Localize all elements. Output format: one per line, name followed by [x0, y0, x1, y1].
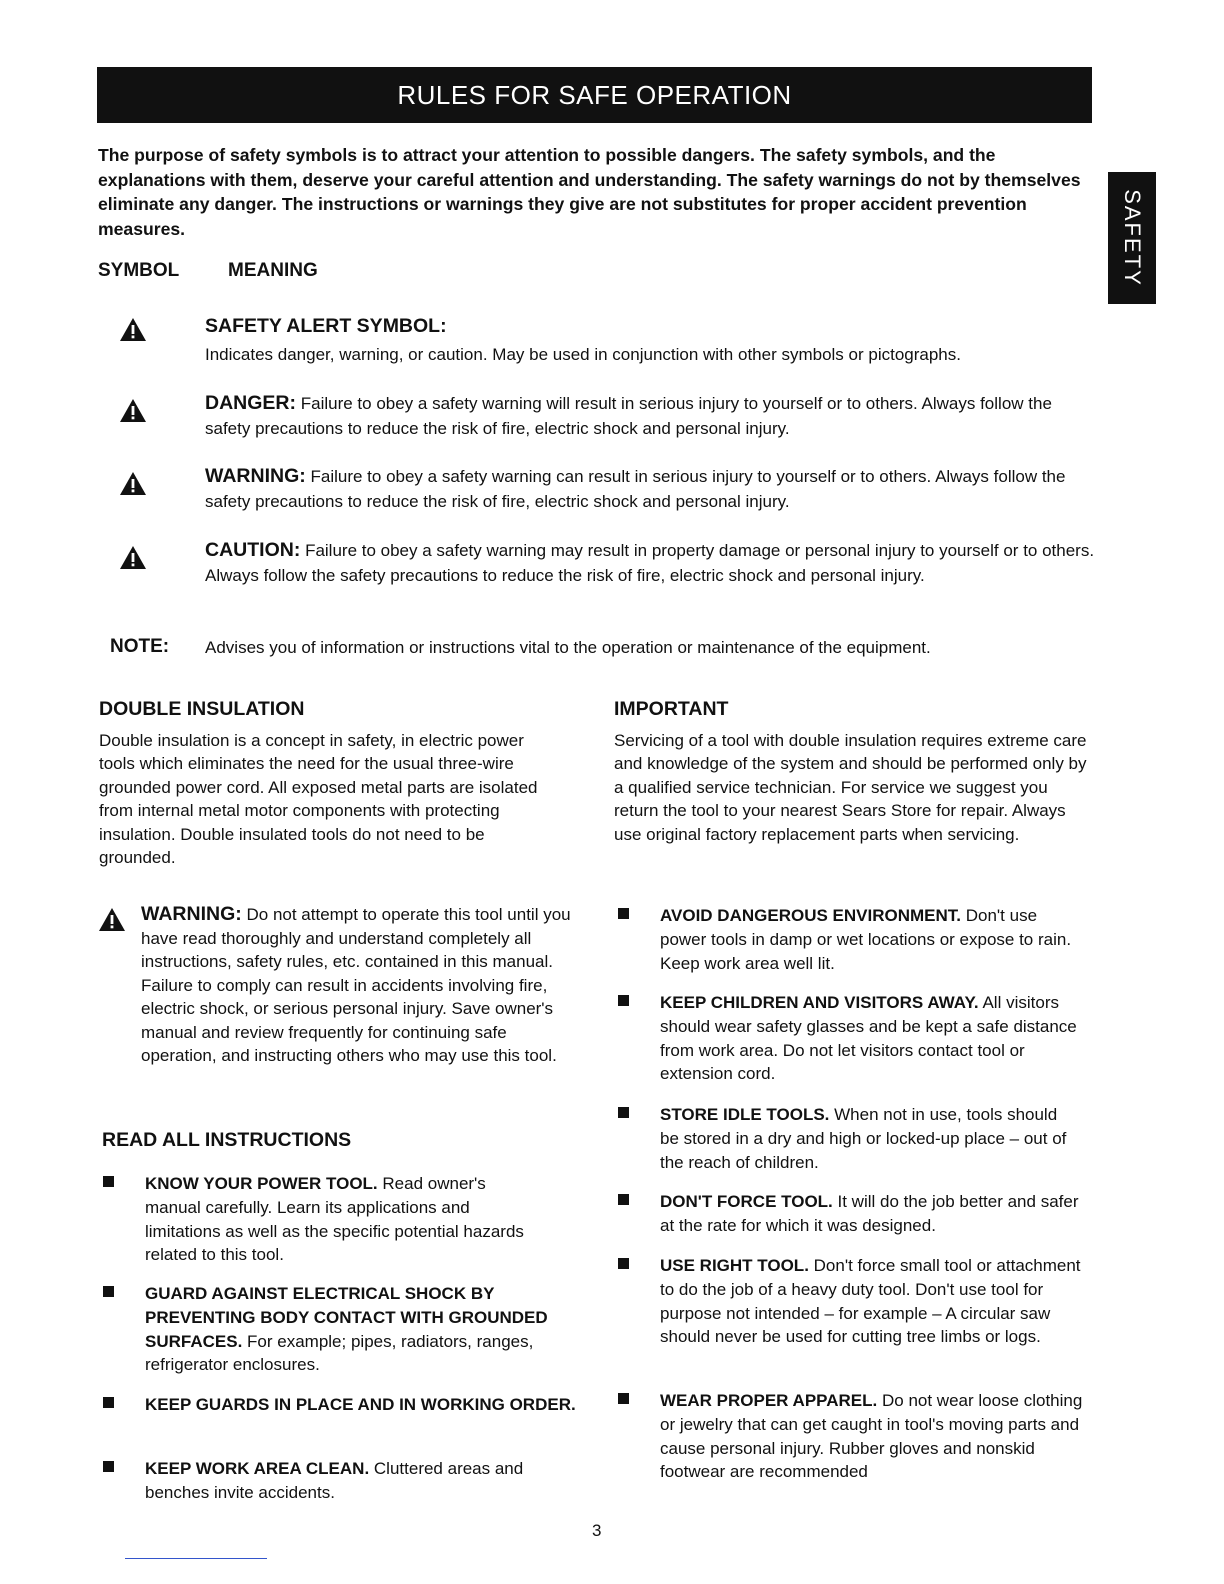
safety-alert-entry: [205, 314, 1105, 367]
item-text: Don't force small tool or attachment to do the job of a heavy duty tool. Don't use tool for purpose not intended – for example – A circular saw should never be used for cutting tree limbs or logs.: [660, 1256, 1081, 1347]
warning-triangle-icon: [99, 908, 125, 931]
caution-entry: [205, 538, 1095, 588]
safety-alert-text: Indicates danger, warning, or caution. May be used in conjunction with other symbols or pictographs.: [205, 344, 961, 364]
item-title: KEEP WORK AREA CLEAN.: [145, 1459, 370, 1478]
item-text: Don't use power tools in damp or wet locations or expose to rain. Keep work area well lit.: [660, 906, 1072, 973]
warning-label: WARNING:: [205, 465, 306, 487]
footer-rule: [125, 1558, 267, 1559]
bullet-square-icon: [618, 1258, 629, 1269]
page-title-banner: [97, 67, 1092, 123]
bullet-square-icon: [618, 1107, 629, 1118]
bullet-square-icon: [103, 1176, 114, 1187]
item-title: KEEP CHILDREN AND VISITORS AWAY.: [660, 993, 979, 1012]
item-title: KEEP GUARDS IN PLACE AND IN WORKING ORDER.: [145, 1395, 576, 1414]
warning-text: Failure to obey a safety warning can result in serious injury to yourself or to others. Always follow the safety precautions to reduce the risk of fire, electric shock and personal injury.: [205, 467, 1066, 511]
section-tab-label: SAFETY: [1120, 189, 1146, 287]
caution-text: Failure to obey a safety warning may result in property damage or personal injury to yourself or to others. Always follow the safety precautions to reduce the risk of fire, electric shock and personal injury.: [205, 541, 1095, 585]
danger-label: DANGER:: [205, 392, 296, 414]
bullet-square-icon: [103, 1397, 114, 1408]
double-insulation-text: Double insulation is a concept in safety, in electric power tools which eliminates the need for the usual three-wire grounded power cord. All exposed metal parts are isolated from internal metal motor components with protecting insulation. Double insulated tools do not need to be grounded.: [99, 731, 538, 868]
safety-alert-title: SAFETY ALERT SYMBOL:: [205, 315, 447, 337]
warning-triangle-icon: [120, 546, 146, 569]
symbol-column-heading: SYMBOL: [98, 260, 180, 281]
warning-entry: [205, 464, 1075, 514]
item-text: When not in use, tools should be stored in a dry and high or locked-up place – out of the reach of children.: [660, 1105, 1067, 1172]
danger-entry: [205, 391, 1075, 441]
bullet-square-icon: [103, 1461, 114, 1472]
manual-warning-label: WARNING:: [141, 903, 242, 925]
bullet-square-icon: [618, 1194, 629, 1205]
item-text: Read owner's manual carefully. Learn its applications and limitations as well as the specific potential hazards related to this tool.: [145, 1174, 524, 1265]
bullet-square-icon: [618, 1393, 629, 1404]
bullet-square-icon: [103, 1286, 114, 1297]
section-tab: [1108, 172, 1156, 304]
double-insulation-heading: DOUBLE INSULATION: [99, 698, 305, 720]
caution-label: CAUTION:: [205, 539, 301, 561]
important-heading: IMPORTANT: [614, 698, 729, 720]
manual-warning-text: Do not attempt to operate this tool until you have read thoroughly and understand completely all instructions, safety rules, etc. contained in this manual. Failure to comply can result in accidents involving fire, electric shock, or serious personal injury. Save owner's manual and review frequently for continuing safe operation, and instructing others who may use this tool.: [141, 905, 571, 1065]
manual-warning-block: [141, 903, 571, 1068]
item-title: GUARD AGAINST ELECTRICAL SHOCK BY PREVENTING BODY CONTACT WITH GROUNDED SURFACES.: [145, 1284, 548, 1351]
item-title: USE RIGHT TOOL.: [660, 1256, 809, 1275]
read-all-heading: READ ALL INSTRUCTIONS: [102, 1129, 352, 1151]
item-title: WEAR PROPER APPAREL.: [660, 1391, 878, 1410]
item-text: All visitors should wear safety glasses and be kept a safe distance from work area. Do not let visitors contact tool or extension cord.: [660, 993, 1077, 1084]
page-number: 3: [592, 1521, 602, 1540]
warning-triangle-icon: [120, 472, 146, 495]
item-text: Cluttered areas and benches invite accidents.: [145, 1459, 524, 1502]
note-label: NOTE:: [110, 636, 170, 657]
meaning-column-heading: MEANING: [228, 260, 318, 281]
item-title: STORE IDLE TOOLS.: [660, 1105, 830, 1124]
bullet-square-icon: [618, 908, 629, 919]
item-title: KNOW YOUR POWER TOOL.: [145, 1174, 378, 1193]
bullet-square-icon: [618, 995, 629, 1006]
item-text: For example; pipes, radiators, ranges, refrigerator enclosures.: [145, 1331, 534, 1375]
item-text: Do not wear loose clothing or jewelry that can get caught in tool's moving parts and cause personal injury. Rubber gloves and nonskid footwear are recommended: [660, 1391, 1083, 1482]
item-title: AVOID DANGEROUS ENVIRONMENT.: [660, 906, 961, 925]
item-text: It will do the job better and safer at the rate for which it was designed.: [660, 1192, 1079, 1235]
danger-text: Failure to obey a safety warning will result in serious injury to yourself or to others. Always follow the safety precautions to reduce the risk of fire, electric shock and personal injury.: [205, 394, 1052, 438]
warning-triangle-icon: [120, 318, 146, 341]
page-title: RULES FOR SAFE OPERATION: [397, 79, 792, 110]
note-text: Advises you of information or instructions vital to the operation or maintenance of the equipment.: [205, 638, 931, 657]
important-text: Servicing of a tool with double insulation requires extreme care and knowledge of the system and should be performed only by a qualified service technician. For service we suggest you return the tool to your nearest Sears Store for repair. Always use original factory replacement parts when servicing.: [614, 731, 1087, 844]
item-title: DON'T FORCE TOOL.: [660, 1192, 833, 1211]
warning-triangle-icon: [120, 399, 146, 422]
intro-paragraph: The purpose of safety symbols is to attract your attention to possible dangers. The safety symbols, and the explanations with them, deserve your careful attention and understanding. The safety warnings do not by themselves eliminate any danger. The instructions or warnings they give are not substitutes for proper accident prevention measures.: [98, 145, 1081, 239]
